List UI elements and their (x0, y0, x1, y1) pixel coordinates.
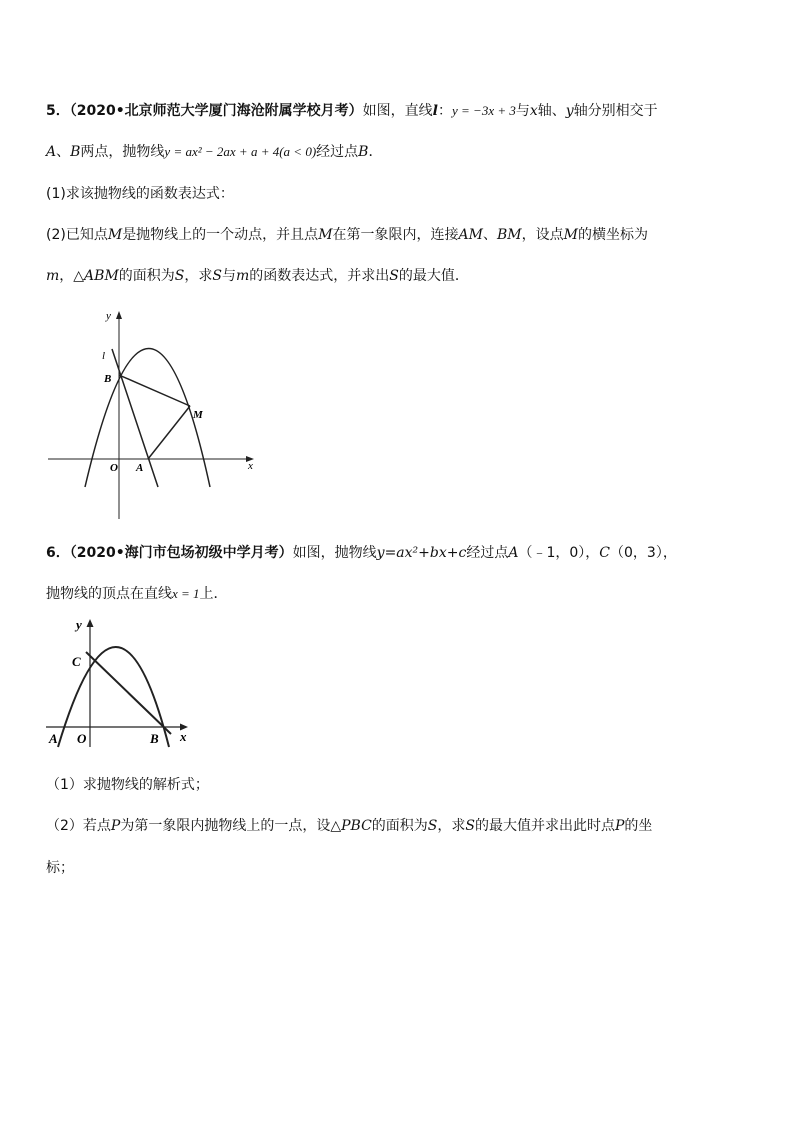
q5-point-m: M (107, 227, 123, 243)
q5-text: 如图，直线 (362, 103, 433, 119)
q5-point-b: B (70, 144, 81, 160)
q6-label-b: B (150, 731, 159, 746)
q5-y-axis-arrow (116, 311, 122, 319)
q5-text: 、 (482, 227, 497, 243)
q6-text: 的最大值并求出此时点 (474, 818, 615, 834)
q5-point-b: B (358, 144, 369, 160)
q6-part-2-cont: 标； (46, 860, 74, 876)
q5-x-var: x (529, 103, 538, 119)
q6-text: 上． (199, 586, 228, 602)
q5-label-m: M (193, 409, 203, 421)
q6-text: 抛物线的顶点在直线 (46, 586, 172, 602)
q5-part-2-cont (46, 266, 764, 286)
q5-line-1 (46, 101, 764, 121)
q5-text: 、 (56, 144, 71, 160)
q5-var-s: S (174, 268, 185, 284)
q6-label-c: C (72, 654, 81, 669)
q5-text: 轴、 (537, 103, 566, 119)
q5-parabola-equation: y = ax² − 2ax + a + 4(a < 0) (164, 144, 317, 159)
q6-label-x: x (180, 729, 187, 744)
q5-line-2 (46, 142, 764, 162)
q6-point-c-coords: （0，3）， (610, 545, 677, 561)
q6-line-1 (46, 543, 764, 563)
q5-text: 在第一象限内，连接 (332, 227, 459, 243)
q5-y-var: y (565, 103, 574, 119)
q6-text: 如图，抛物线 (292, 545, 377, 561)
q6-parabola-equation: y=ax²+bx+c (376, 545, 467, 561)
q5-var-m: m (235, 268, 250, 284)
q5-point-m: M (318, 227, 333, 243)
q6-text: 经过点 (466, 545, 509, 561)
q5-label-b: B (104, 373, 112, 385)
q6-label-o: O (77, 731, 87, 746)
q5-figure (40, 305, 270, 525)
q6-line-2 (46, 584, 764, 604)
q5-text: 的横坐标为 (577, 227, 648, 243)
q5-segment-am-line (148, 406, 190, 459)
q6-vertex-line: x = 1 (172, 586, 200, 601)
q6-source: （2020•海门市包场初级中学月考） (69, 545, 293, 561)
q6-point-p: P (614, 818, 625, 834)
q5-point-m: M (563, 227, 578, 243)
q5-label-o: O (110, 462, 118, 474)
q5-segment-am: AM (458, 227, 483, 243)
q6-number: 6． (46, 545, 70, 561)
q5-label-a: A (136, 462, 144, 474)
q6-text: 为第一象限内抛物线上的一点，设 (120, 818, 331, 834)
q5-point-a: A (46, 144, 57, 160)
q5-text: 是抛物线上的一个动点，并且点 (122, 227, 319, 243)
q5-line-equation: y = −3x + 3 (452, 103, 516, 118)
q5-text: 的最大值． (398, 268, 469, 284)
q6-text: 的坐 (624, 818, 653, 834)
q5-var-m: m (46, 268, 60, 284)
q6-figure (40, 615, 200, 755)
q6-point-c: C (599, 545, 610, 561)
q5-text: 的函数表达式，并求出 (249, 268, 390, 284)
q5-text: 两点，抛物线 (80, 144, 165, 160)
q6-label-y: y (76, 617, 82, 632)
q6-label-a: A (49, 731, 58, 746)
q6-point-a: A (508, 545, 519, 561)
q5-text: ，求 (184, 268, 213, 284)
q6-y-axis-arrow (87, 619, 94, 627)
q5-text: ： (438, 103, 452, 119)
q6-triangle-pbc: △PBC (330, 818, 372, 834)
q5-source: （2020•北京师范大学厦门海沧附属学校月考） (69, 103, 363, 119)
q5-part-1: (1)求该抛物线的函数表达式： (46, 186, 234, 202)
q5-parabola (85, 349, 210, 488)
q5-part-2 (46, 225, 764, 245)
q6-point-a-coords: （﹣1，0）， (518, 545, 600, 561)
q5-label-y: y (106, 310, 111, 322)
q6-text: （2）若点 (46, 818, 111, 834)
q6-text: 的面积为 (371, 818, 428, 834)
q5-text: ， (59, 268, 74, 284)
q5-var-s: S (389, 268, 399, 284)
q5-text: ，设点 (521, 227, 564, 243)
q6-part-1: （1）求抛物线的解析式； (46, 777, 209, 793)
q5-text: 与 (221, 268, 236, 284)
q6-var-s: S (465, 818, 475, 834)
q5-number: 5． (46, 103, 70, 119)
q5-label-l: l (102, 350, 106, 362)
q6-point-p: P (110, 818, 121, 834)
q5-var-s: S (212, 268, 222, 284)
q6-var-s: S (427, 818, 438, 834)
q5-line-name: l (432, 103, 438, 119)
q5-text: 的面积为 (118, 268, 175, 284)
q5-segment-bm: BM (496, 227, 522, 243)
q6-part-2 (46, 816, 764, 836)
q5-triangle-abm: △ABM (73, 268, 119, 284)
q5-text: 经过点 (316, 144, 359, 160)
q5-text: ． (368, 144, 383, 160)
q6-text: ，求 (437, 818, 466, 834)
q5-text: (2)已知点 (46, 227, 108, 243)
q5-text: 轴分别相交于 (573, 103, 658, 119)
q5-text: 与 (515, 103, 530, 119)
q6-segment-cb (86, 652, 171, 734)
q5-label-x: x (248, 460, 253, 472)
